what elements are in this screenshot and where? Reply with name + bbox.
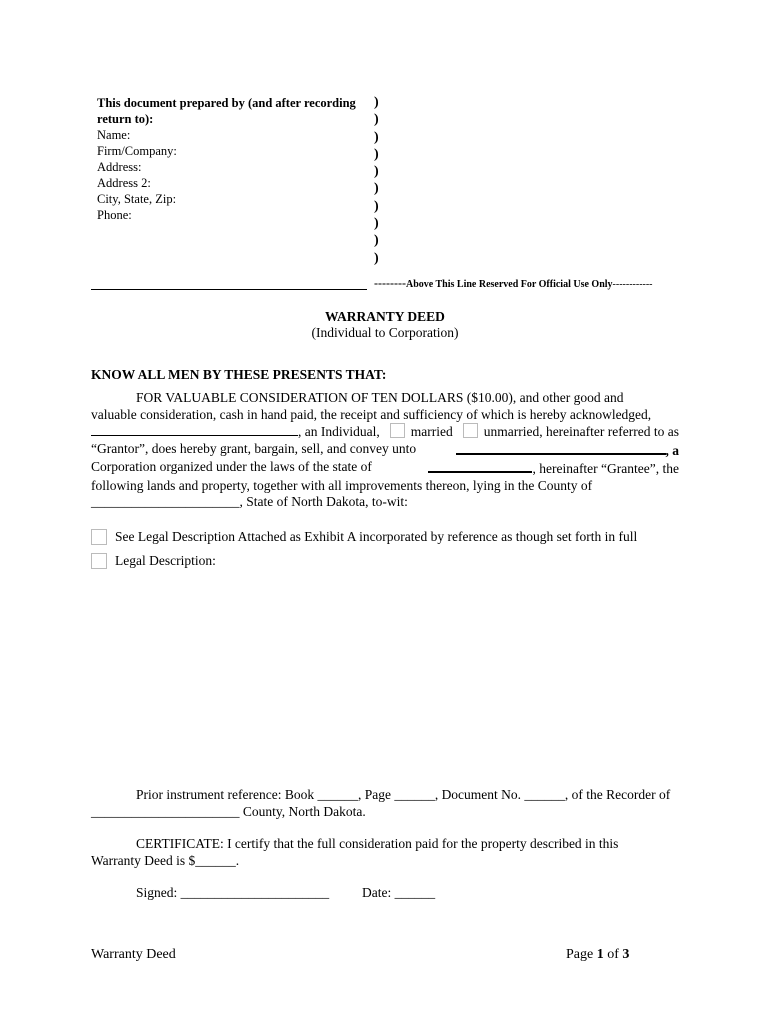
grantee-name-group: [456, 441, 680, 460]
prior-line1-text: Prior instrument reference: Book ______, Page ______, Document No. ______, of the Recorder of: [136, 787, 671, 802]
reserved-text: Above This Line Reserved For Official Use Only: [405, 279, 613, 290]
exhibit-option: [91, 529, 637, 545]
preparer-field-firm: Firm/Company:: [97, 144, 177, 158]
consideration-line4: [91, 441, 679, 460]
married-group: [388, 423, 452, 441]
page-current: 1: [596, 947, 604, 962]
legal-description-option: [91, 553, 216, 569]
married-checkbox[interactable]: [390, 423, 405, 438]
preparer-field-address2: Address 2:: [97, 176, 151, 190]
document-title: WARRANTY DEED: [325, 309, 445, 324]
preparer-heading-line2: return to):: [97, 112, 154, 126]
date-field[interactable]: Date: ______: [362, 885, 436, 900]
paren: ): [374, 129, 379, 145]
grantor-name-blank[interactable]: [91, 423, 298, 436]
paren: ): [374, 233, 379, 249]
state-group: [428, 459, 679, 478]
unmarried-label: unmarried, hereinafter referred to as: [483, 424, 679, 439]
consideration-line6-text: following lands and property, together with all improvements thereon, lying in the County of: [91, 477, 593, 493]
preparer-block: [97, 95, 365, 223]
reserved-dashes-left: --------: [374, 276, 406, 290]
prior-line1: [91, 787, 679, 804]
consideration-line1: [91, 390, 679, 407]
preparer-field-name: Name:: [97, 128, 131, 142]
footer-title: Warranty Deed: [91, 947, 176, 962]
corporation-text: Corporation organized under the laws of the state of: [91, 459, 372, 474]
reserved-line-label: [374, 276, 653, 291]
corporation-state-blank[interactable]: [428, 459, 532, 473]
comma-a-text: , a: [665, 442, 679, 458]
legal-description-label: Legal Description:: [115, 553, 216, 568]
certificate-line1: [91, 836, 679, 853]
consideration-line6: [91, 478, 679, 495]
legal-description-checkbox[interactable]: [91, 553, 107, 569]
grantor-text: “Grantor”, does hereby grant, bargain, sell, and convey unto: [91, 440, 417, 456]
unmarried-group: [461, 423, 679, 441]
consideration-line2: [91, 407, 679, 424]
county-blank[interactable]: ______________________: [91, 494, 240, 509]
state-text: , State of North Dakota, to-wit:: [239, 494, 408, 509]
know-all-heading: KNOW ALL MEN BY THESE PRESENTS THAT:: [91, 367, 387, 382]
paren: ): [374, 250, 379, 266]
preparer-heading-line1: This document prepared by (and after recording: [97, 96, 356, 110]
preparer-field-address: Address:: [97, 160, 142, 174]
paren: ): [374, 95, 379, 110]
certificate-paragraph: [91, 836, 679, 869]
paren: ): [374, 112, 379, 128]
recording-divider-line: [91, 289, 367, 290]
grantee-name-blank[interactable]: [456, 441, 666, 455]
certificate-line1-text: CERTIFICATE: I certify that the full consideration paid for the property described in this: [136, 836, 619, 851]
paren: ): [374, 198, 379, 214]
grantor-name-group: [91, 423, 380, 441]
parenthesis-column: [374, 94, 379, 267]
individual-text: , an Individual,: [298, 424, 380, 439]
paren: ): [374, 146, 379, 162]
exhibit-label: See Legal Description Attached as Exhibit A incorporated by reference as though set forth in full: [115, 529, 638, 544]
paren: ): [374, 216, 379, 232]
certificate-line2: Warranty Deed is $______.: [91, 852, 240, 868]
page-number: [566, 947, 629, 963]
consideration-line7: [91, 494, 679, 511]
page-total: 3: [622, 947, 630, 962]
consideration-line5: [91, 459, 679, 478]
consideration-paragraph: [91, 390, 679, 511]
consideration-line1-text: FOR VALUABLE CONSIDERATION OF TEN DOLLARS ($10.00), and other good and: [136, 390, 624, 405]
prior-line2: ______________________ County, North Dakota.: [91, 803, 366, 819]
consideration-line2-text: valuable consideration, cash in hand paid, the receipt and sufficiency of which is hereby acknowledged,: [91, 406, 652, 422]
grantee-text: , hereinafter “Grantee”, the: [532, 461, 679, 476]
prior-instrument-paragraph: [91, 787, 679, 820]
paren: ): [374, 181, 379, 197]
signed-field[interactable]: Signed: ______________________: [136, 885, 330, 900]
page-of: of: [603, 947, 623, 962]
unmarried-checkbox[interactable]: [463, 423, 478, 438]
reserved-dashes-right: ------------: [612, 279, 653, 290]
preparer-field-city: City, State, Zip:: [97, 192, 177, 206]
page-prefix: Page: [566, 947, 597, 962]
married-label: married: [410, 424, 453, 439]
paren: ): [374, 164, 379, 180]
exhibit-checkbox[interactable]: [91, 529, 107, 545]
preparer-field-phone: Phone:: [97, 208, 132, 222]
document-subtitle: (Individual to Corporation): [311, 325, 459, 340]
consideration-line3: [91, 423, 679, 441]
